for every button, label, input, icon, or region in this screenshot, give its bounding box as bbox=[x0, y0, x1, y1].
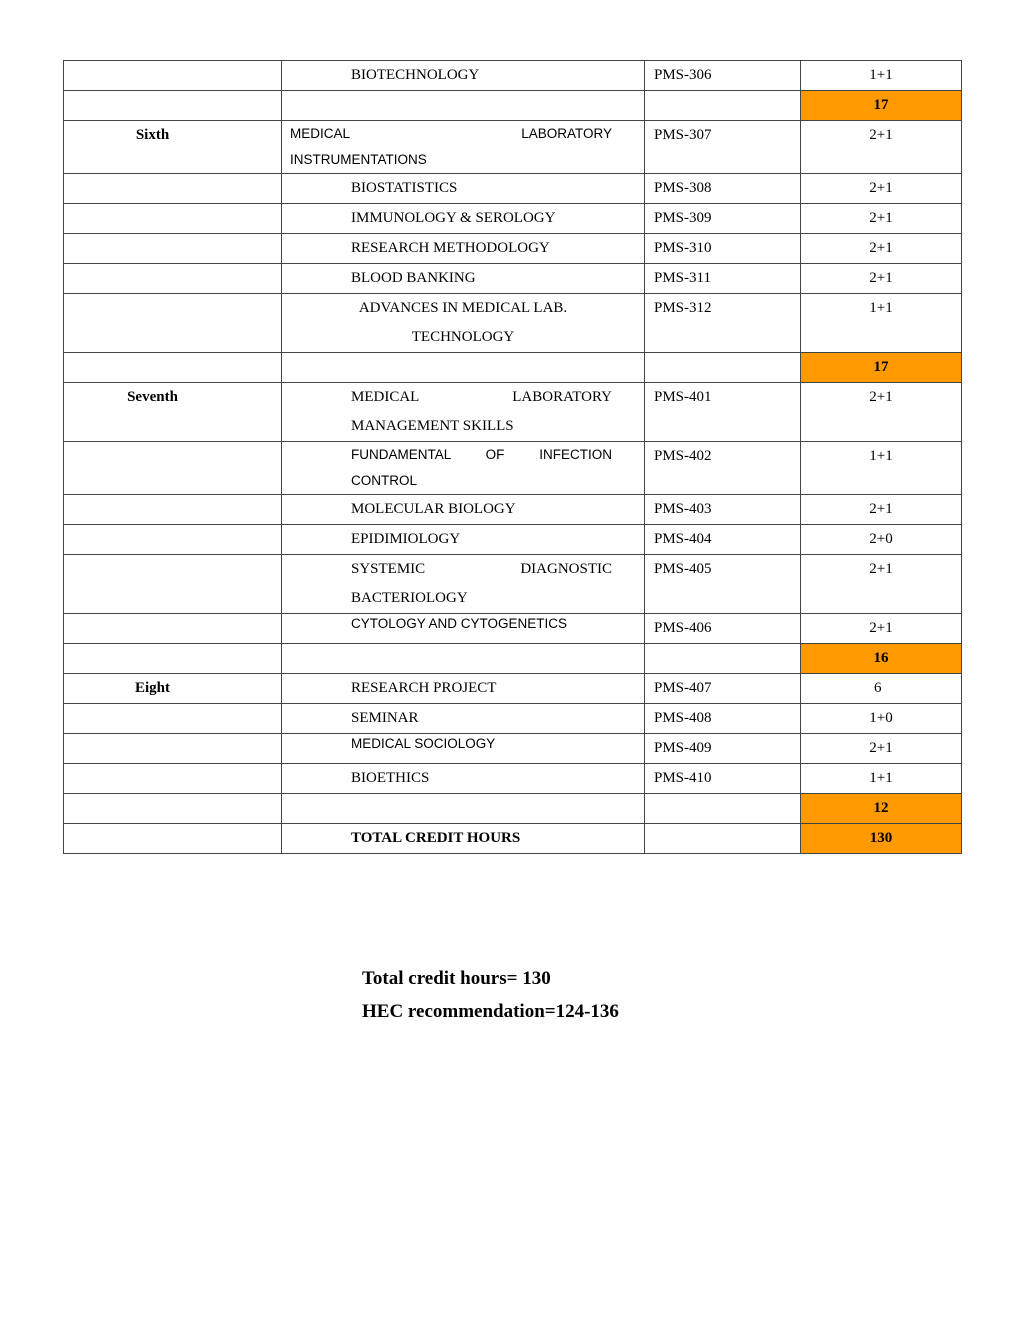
credit-hours-cell: 2+1 bbox=[801, 204, 962, 234]
course-title-cell bbox=[282, 644, 645, 674]
table-row bbox=[64, 204, 962, 234]
semester-cell bbox=[64, 234, 282, 264]
semester-cell bbox=[64, 644, 282, 674]
credit-hours-cell: 2+1 bbox=[801, 234, 962, 264]
subtotal-row bbox=[64, 353, 962, 383]
semester-cell bbox=[64, 264, 282, 294]
course-title-cell: RESEARCH PROJECT bbox=[282, 674, 645, 704]
semester-cell bbox=[64, 555, 282, 614]
credit-hours-cell: 1+1 bbox=[801, 294, 962, 353]
course-title-cell bbox=[282, 353, 645, 383]
credit-hours-cell: 2+1 bbox=[801, 734, 962, 764]
course-code-cell: PMS-403 bbox=[645, 495, 801, 525]
total-credit-hours-label: TOTAL CREDIT HOURS bbox=[282, 824, 645, 854]
credit-summary bbox=[362, 962, 619, 1028]
course-title-cell: SEMINAR bbox=[282, 704, 645, 734]
semester-cell bbox=[64, 614, 282, 644]
semester-cell: Eight bbox=[64, 674, 282, 704]
course-table bbox=[63, 60, 962, 854]
credit-hours-cell: 2+1 bbox=[801, 555, 962, 614]
table-row bbox=[64, 264, 962, 294]
semester-cell bbox=[64, 442, 282, 495]
course-title-cell bbox=[282, 794, 645, 824]
course-title-cell: BIOTECHNOLOGY bbox=[282, 61, 645, 91]
semester-cell bbox=[64, 704, 282, 734]
semester-subtotal-cell: 17 bbox=[801, 91, 962, 121]
course-code-cell: PMS-306 bbox=[645, 61, 801, 91]
credit-hours-cell: 2+1 bbox=[801, 121, 962, 174]
course-title-cell: CYTOLOGY AND CYTOGENETICS bbox=[282, 614, 645, 644]
table-row bbox=[64, 674, 962, 704]
table-row bbox=[64, 764, 962, 794]
course-code-cell: PMS-405 bbox=[645, 555, 801, 614]
table-row bbox=[64, 294, 962, 353]
course-code-cell bbox=[645, 794, 801, 824]
credit-hours-cell: 2+1 bbox=[801, 264, 962, 294]
semester-cell bbox=[64, 734, 282, 764]
table-row bbox=[64, 704, 962, 734]
table-row bbox=[64, 121, 962, 174]
table-row bbox=[64, 442, 962, 495]
table-row bbox=[64, 614, 962, 644]
course-code-cell: PMS-409 bbox=[645, 734, 801, 764]
semester-cell bbox=[64, 764, 282, 794]
course-title-cell: MEDICAL LABORATORY MANAGEMENT SKILLS bbox=[282, 383, 645, 442]
semester-subtotal-cell: 12 bbox=[801, 794, 962, 824]
semester-cell: Sixth bbox=[64, 121, 282, 174]
course-code-cell: PMS-309 bbox=[645, 204, 801, 234]
semester-cell bbox=[64, 204, 282, 234]
semester-cell bbox=[64, 294, 282, 353]
credit-hours-cell: 1+1 bbox=[801, 764, 962, 794]
table-row bbox=[64, 61, 962, 91]
table-row bbox=[64, 234, 962, 264]
credit-hours-cell: 6 bbox=[801, 674, 962, 704]
credit-hours-cell: 2+1 bbox=[801, 174, 962, 204]
course-code-cell bbox=[645, 91, 801, 121]
semester-cell bbox=[64, 61, 282, 91]
credit-hours-cell: 1+1 bbox=[801, 61, 962, 91]
course-title-cell: MEDICAL SOCIOLOGY bbox=[282, 734, 645, 764]
semester-subtotal-cell: 16 bbox=[801, 644, 962, 674]
course-title-cell: MEDICAL LABORATORY INSTRUMENTATIONS bbox=[282, 121, 645, 174]
subtotal-row bbox=[64, 91, 962, 121]
semester-cell: Seventh bbox=[64, 383, 282, 442]
course-code-cell bbox=[645, 824, 801, 854]
semester-subtotal-cell: 17 bbox=[801, 353, 962, 383]
course-code-cell: PMS-402 bbox=[645, 442, 801, 495]
course-code-cell: PMS-401 bbox=[645, 383, 801, 442]
semester-cell bbox=[64, 495, 282, 525]
course-code-cell: PMS-310 bbox=[645, 234, 801, 264]
credit-hours-cell: 2+0 bbox=[801, 525, 962, 555]
table-row bbox=[64, 383, 962, 442]
course-title-cell: RESEARCH METHODOLOGY bbox=[282, 234, 645, 264]
total-credit-hours-text: Total credit hours= 130 bbox=[362, 968, 551, 989]
table-row bbox=[64, 174, 962, 204]
course-title-cell: BIOETHICS bbox=[282, 764, 645, 794]
semester-cell bbox=[64, 525, 282, 555]
credit-hours-cell: 2+1 bbox=[801, 495, 962, 525]
course-title-cell: MOLECULAR BIOLOGY bbox=[282, 495, 645, 525]
course-code-cell: PMS-312 bbox=[645, 294, 801, 353]
credit-hours-cell: 2+1 bbox=[801, 614, 962, 644]
course-code-cell: PMS-307 bbox=[645, 121, 801, 174]
semester-cell bbox=[64, 91, 282, 121]
subtotal-row bbox=[64, 794, 962, 824]
course-title-cell: BLOOD BANKING bbox=[282, 264, 645, 294]
total-row bbox=[64, 824, 962, 854]
course-title-cell: BIOSTATISTICS bbox=[282, 174, 645, 204]
hec-recommendation-text: HEC recommendation=124-136 bbox=[362, 1001, 619, 1022]
course-code-cell: PMS-404 bbox=[645, 525, 801, 555]
course-title-cell: SYSTEMIC DIAGNOSTIC BACTERIOLOGY bbox=[282, 555, 645, 614]
table-row bbox=[64, 525, 962, 555]
table-row bbox=[64, 555, 962, 614]
credit-hours-cell: 2+1 bbox=[801, 383, 962, 442]
course-code-cell bbox=[645, 644, 801, 674]
credit-hours-cell: 1+1 bbox=[801, 442, 962, 495]
course-code-cell: PMS-410 bbox=[645, 764, 801, 794]
course-title-cell: EPIDIMIOLOGY bbox=[282, 525, 645, 555]
course-title-cell: FUNDAMENTAL OF INFECTION CONTROL bbox=[282, 442, 645, 495]
semester-cell bbox=[64, 353, 282, 383]
course-code-cell bbox=[645, 353, 801, 383]
course-code-cell: PMS-311 bbox=[645, 264, 801, 294]
credit-hours-cell: 1+0 bbox=[801, 704, 962, 734]
course-code-cell: PMS-308 bbox=[645, 174, 801, 204]
semester-cell bbox=[64, 824, 282, 854]
course-title-cell: IMMUNOLOGY & SEROLOGY bbox=[282, 204, 645, 234]
semester-cell bbox=[64, 174, 282, 204]
course-code-cell: PMS-408 bbox=[645, 704, 801, 734]
course-code-cell: PMS-406 bbox=[645, 614, 801, 644]
course-code-cell: PMS-407 bbox=[645, 674, 801, 704]
subtotal-row bbox=[64, 644, 962, 674]
total-credit-hours-value: 130 bbox=[801, 824, 962, 854]
course-title-cell bbox=[282, 91, 645, 121]
course-title-cell: ADVANCES IN MEDICAL LAB. TECHNOLOGY bbox=[282, 294, 645, 353]
table-row bbox=[64, 495, 962, 525]
semester-cell bbox=[64, 794, 282, 824]
table-row bbox=[64, 734, 962, 764]
